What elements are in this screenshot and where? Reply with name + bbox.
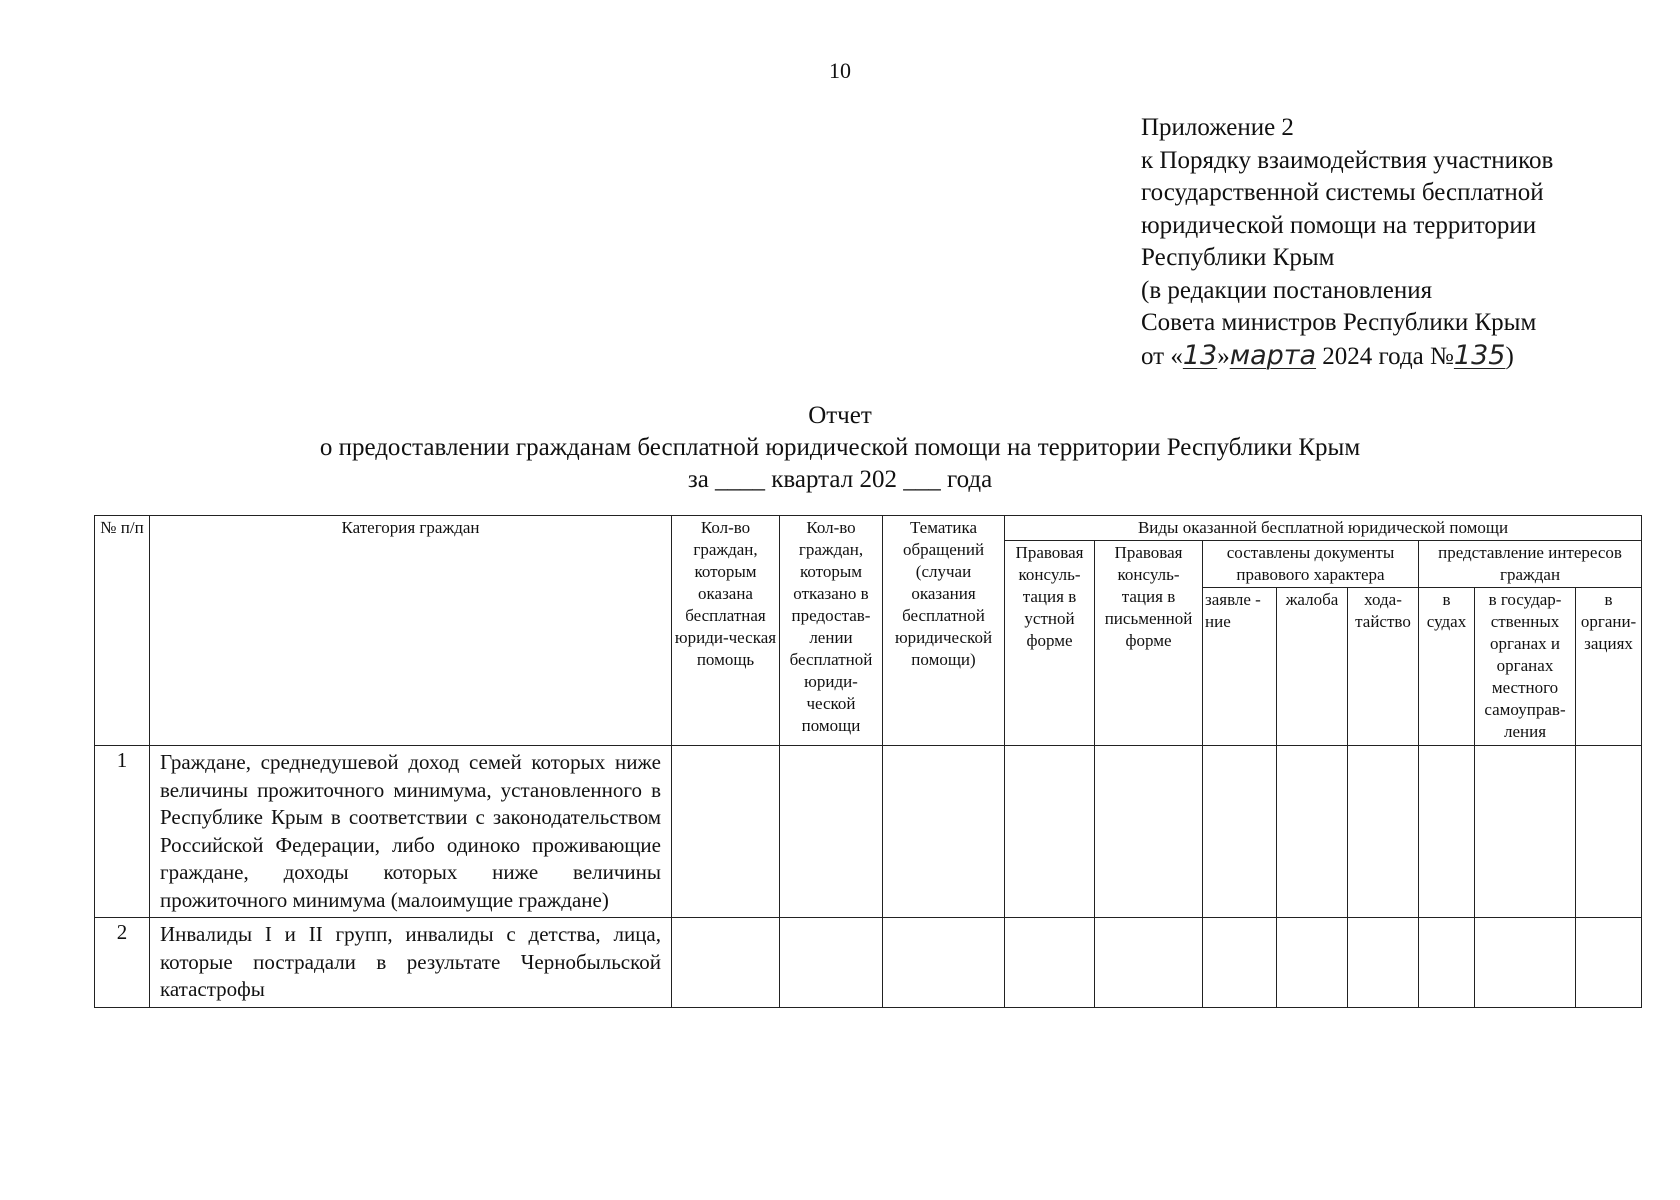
row-num: 1: [95, 746, 150, 918]
table-cell: [1576, 746, 1642, 918]
appendix-line: (в редакции постановления: [1141, 276, 1433, 304]
appendix-line: государственной системы бесплатной: [1141, 179, 1544, 206]
handwritten-month: марта: [1229, 339, 1317, 371]
date-suffix: ): [1505, 342, 1514, 370]
date-year: 2024 года №: [1316, 342, 1454, 370]
report-title-block: [0, 400, 1680, 496]
appendix-line: Совета министров Республики Крым: [1141, 309, 1537, 336]
header-statement: заявле - ние: [1203, 588, 1277, 746]
header-organizations: в органи-зациях: [1576, 588, 1642, 746]
table-cell: [1203, 746, 1277, 918]
table-cell: [1419, 918, 1475, 1008]
table-cell: [1095, 746, 1203, 918]
table-cell: [883, 746, 1005, 918]
table-cell: [672, 918, 780, 1008]
header-written: Правовая консуль-тация в письменной форме: [1095, 541, 1203, 746]
header-complaint: жалоба: [1277, 588, 1348, 746]
report-subtitle: о предоставлении гражданам бесплатной юридической помощи на территории Республики Крым: [319, 434, 1361, 461]
table-cell: [1005, 918, 1095, 1008]
table-cell: [672, 746, 780, 918]
appendix-line: юридической помощи на территории: [1141, 211, 1537, 239]
table-row: [95, 918, 1642, 1008]
table-cell: [1348, 918, 1419, 1008]
header-refused: Кол-во граждан, которым отказано в предостав-лении бесплатной юриди-ческой помощи: [780, 516, 883, 746]
row-category: Граждане, среднедушевой доход семей которых ниже величины прожиточного минимума, установленного в Республике Крым в соответствии с законодательством Российской Федерации, либо одиноко проживающие граждане, доходы которых ниже величины прожиточного минимума (малоимущие граждане): [150, 746, 672, 918]
table-cell: [883, 918, 1005, 1008]
header-oral: Правовая консуль-тация в устной форме: [1005, 541, 1095, 746]
handwritten-day: 13: [1182, 339, 1218, 371]
table-cell: [1419, 746, 1475, 918]
report-title: Отчет: [808, 402, 872, 429]
date-quote: »: [1217, 342, 1230, 370]
header-documents: составлены документы правового характера: [1203, 541, 1419, 588]
report-period: за ____ квартал 202 ___ года: [687, 466, 993, 493]
handwritten-number: 135: [1453, 339, 1506, 371]
row-category: Инвалиды I и II групп, инвалиды с детства, лица, которые пострадали в результате Чернобыльской катастрофы: [150, 918, 672, 1008]
table-cell: [1095, 918, 1203, 1008]
header-topics: Тематика обращений (случаи оказания бесплатной юридической помощи): [883, 516, 1005, 746]
appendix-line: Республики Крым: [1141, 244, 1335, 271]
header-representation: представление интересов граждан: [1419, 541, 1642, 588]
header-num: № п/п: [95, 516, 150, 746]
table-cell: [1277, 918, 1348, 1008]
header-category: Категория граждан: [150, 516, 672, 746]
table-cell: [1348, 746, 1419, 918]
table-cell: [1005, 746, 1095, 918]
header-provided: Кол-во граждан, которым оказана бесплатная юриди-ческая помощь: [672, 516, 780, 746]
table-cell: [1576, 918, 1642, 1008]
table-cell: [780, 918, 883, 1008]
page-number: 10: [829, 58, 851, 83]
table-cell: [1475, 918, 1576, 1008]
appendix-block: [1141, 112, 1553, 373]
date-prefix: от «: [1141, 342, 1183, 370]
row-num: 2: [95, 918, 150, 1008]
appendix-line: Приложение 2: [1141, 114, 1294, 141]
table-cell: [780, 746, 883, 918]
appendix-date-line: [1141, 340, 1553, 374]
header-state-bodies: в государ-ственных органах и органах местного самоуправ-ления: [1475, 588, 1576, 746]
table-cell: [1475, 746, 1576, 918]
table-cell: [1203, 918, 1277, 1008]
appendix-line: к Порядку взаимодействия участников: [1141, 146, 1554, 174]
header-types: Виды оказанной бесплатной юридической помощи: [1005, 516, 1642, 541]
header-courts: в судах: [1419, 588, 1475, 746]
table-row: [95, 746, 1642, 918]
report-table: [94, 515, 1642, 1008]
table-cell: [1277, 746, 1348, 918]
header-petition: хода-тайство: [1348, 588, 1419, 746]
